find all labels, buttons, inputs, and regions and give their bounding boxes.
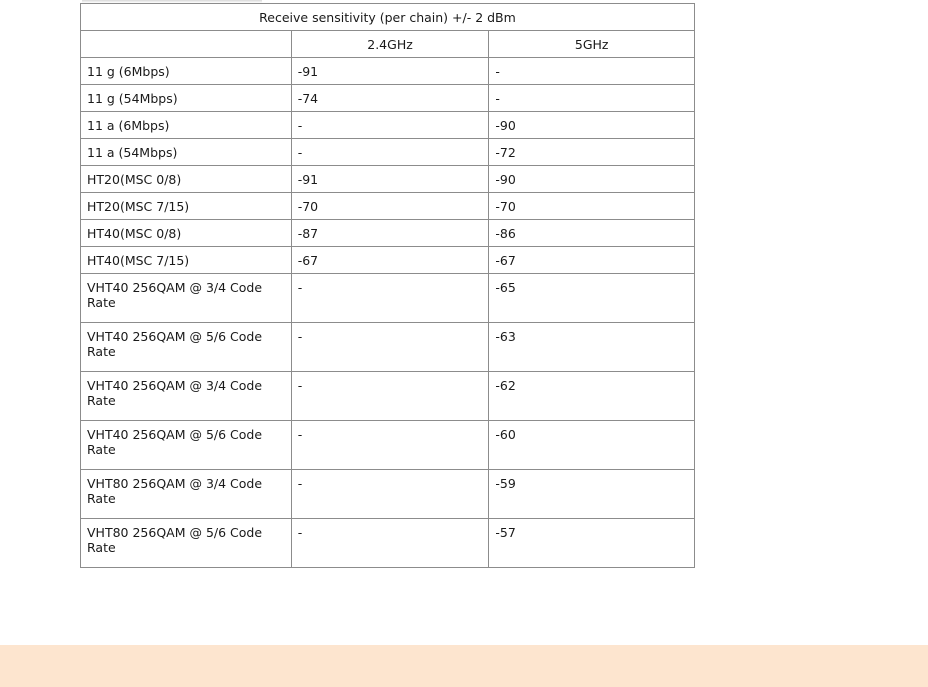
mode-cell: VHT40 256QAM @ 3/4 Code Rate bbox=[81, 372, 292, 421]
value-2-4ghz-cell: - bbox=[291, 470, 489, 519]
table-row bbox=[81, 58, 695, 85]
table-row bbox=[81, 193, 695, 220]
column-header-2-4ghz: 2.4GHz bbox=[291, 31, 489, 58]
table-row bbox=[81, 372, 695, 421]
mode-cell: 11 g (6Mbps) bbox=[81, 58, 292, 85]
value-2-4ghz-cell: -70 bbox=[291, 193, 489, 220]
value-2-4ghz-cell: - bbox=[291, 112, 489, 139]
mode-cell: HT40(MSC 7/15) bbox=[81, 247, 292, 274]
value-2-4ghz-cell: -67 bbox=[291, 247, 489, 274]
receive-sensitivity-table bbox=[80, 3, 695, 568]
table-row bbox=[81, 220, 695, 247]
mode-cell: HT20(MSC 7/15) bbox=[81, 193, 292, 220]
mode-cell: VHT40 256QAM @ 5/6 Code Rate bbox=[81, 421, 292, 470]
value-5ghz-cell: -60 bbox=[489, 421, 695, 470]
value-2-4ghz-cell: - bbox=[291, 372, 489, 421]
mode-cell: VHT80 256QAM @ 5/6 Code Rate bbox=[81, 519, 292, 568]
mode-cell: 11 g (54Mbps) bbox=[81, 85, 292, 112]
value-2-4ghz-cell: - bbox=[291, 519, 489, 568]
table-row bbox=[81, 519, 695, 568]
mode-cell: VHT40 256QAM @ 5/6 Code Rate bbox=[81, 323, 292, 372]
table-row bbox=[81, 323, 695, 372]
mode-cell: 11 a (54Mbps) bbox=[81, 139, 292, 166]
table-row bbox=[81, 112, 695, 139]
value-2-4ghz-cell: -91 bbox=[291, 166, 489, 193]
value-2-4ghz-cell: - bbox=[291, 421, 489, 470]
value-5ghz-cell: -63 bbox=[489, 323, 695, 372]
value-5ghz-cell: -90 bbox=[489, 112, 695, 139]
table-row bbox=[81, 421, 695, 470]
value-2-4ghz-cell: -74 bbox=[291, 85, 489, 112]
table-header-row bbox=[81, 31, 695, 58]
value-5ghz-cell: -90 bbox=[489, 166, 695, 193]
mode-cell: 11 a (6Mbps) bbox=[81, 112, 292, 139]
value-5ghz-cell: -65 bbox=[489, 274, 695, 323]
column-header-5ghz: 5GHz bbox=[489, 31, 695, 58]
value-5ghz-cell: - bbox=[489, 58, 695, 85]
mode-cell: VHT80 256QAM @ 3/4 Code Rate bbox=[81, 470, 292, 519]
value-5ghz-cell: -62 bbox=[489, 372, 695, 421]
table-row bbox=[81, 274, 695, 323]
value-2-4ghz-cell: - bbox=[291, 323, 489, 372]
value-5ghz-cell: -57 bbox=[489, 519, 695, 568]
value-2-4ghz-cell: -87 bbox=[291, 220, 489, 247]
table-row bbox=[81, 85, 695, 112]
table-title: Receive sensitivity (per chain) +/- 2 dBm bbox=[81, 4, 695, 31]
value-2-4ghz-cell: - bbox=[291, 139, 489, 166]
value-5ghz-cell: -59 bbox=[489, 470, 695, 519]
mode-cell: VHT40 256QAM @ 3/4 Code Rate bbox=[81, 274, 292, 323]
table-row bbox=[81, 139, 695, 166]
value-2-4ghz-cell: - bbox=[291, 274, 489, 323]
table-row bbox=[81, 470, 695, 519]
column-header-mode bbox=[81, 31, 292, 58]
value-5ghz-cell: -67 bbox=[489, 247, 695, 274]
table-row bbox=[81, 247, 695, 274]
value-5ghz-cell: -70 bbox=[489, 193, 695, 220]
value-5ghz-cell: -86 bbox=[489, 220, 695, 247]
table-title-row bbox=[81, 4, 695, 31]
value-5ghz-cell: -72 bbox=[489, 139, 695, 166]
mode-cell: HT20(MSC 0/8) bbox=[81, 166, 292, 193]
mode-cell: HT40(MSC 0/8) bbox=[81, 220, 292, 247]
value-5ghz-cell: - bbox=[489, 85, 695, 112]
value-2-4ghz-cell: -91 bbox=[291, 58, 489, 85]
footer-band bbox=[0, 645, 928, 687]
table-row bbox=[81, 166, 695, 193]
